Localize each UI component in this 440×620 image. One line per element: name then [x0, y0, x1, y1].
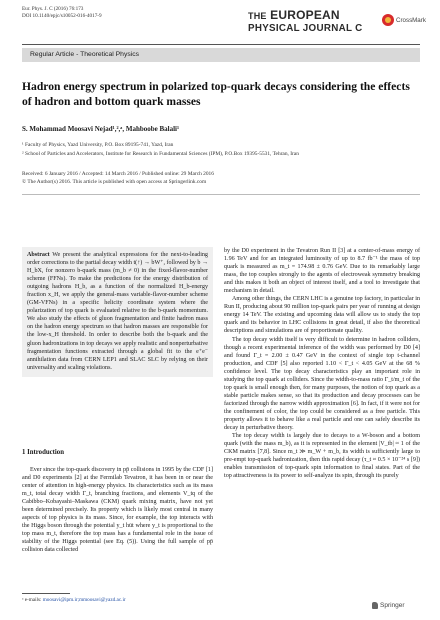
right-column [224, 247, 420, 480]
section-heading-introduction: 1 Introduction [22, 449, 64, 456]
publisher-logo [372, 602, 405, 609]
affiliation-2: ² School of Particles and Accelerators, Institute for Research in Fundamental Sciences (IPM), P.O.Box 19395-5531, Tehran, Iran [22, 150, 299, 157]
copyright-notice: © The Author(s) 2016. This article is published with open access at Springerlink.com [22, 179, 207, 185]
article-type-banner: Regular Article - Theoretical Physics [22, 48, 420, 62]
journal-reference: Eur. Phys. J. C (2016) 76:173 [22, 6, 84, 12]
footnote [22, 597, 126, 603]
affiliation-1: ¹ Faculty of Physics, Yazd University, P.O. Box 89195-741, Yazd, Iran [22, 142, 174, 148]
footnote-rule [22, 593, 70, 594]
publisher-name: Springer [380, 602, 405, 609]
header-rule [22, 44, 420, 45]
received-accepted-dates: Received: 6 January 2016 / Accepted: 14 March 2016 / Published online: 29 March 2016 [22, 171, 214, 177]
springer-horse-icon [372, 602, 378, 609]
right-paragraph-2: Among other things, the CERN LHC is a genuine top factory, in particular in Run II, producing about 90 million top-quark pairs per year of running at design energy 14 TeV. The existing and upcoming data will allow us to study the top quark and its behavior in LHC collisions in great detail, if also the theoretical descriptions and simulations are of proportionate quality. [224, 296, 420, 335]
journal-logo [248, 8, 378, 40]
abstract-label: Abstract [27, 252, 50, 258]
right-paragraph-3: The top decay width itself is very difficult to determine in hadron colliders, though a recent experimental inference of the width was performed by D0 [4] and found Γ_t = 2.00 ± 0.47 GeV in the context of single top t-channel production, and CDF [5] also reported 1.10 < Γ_t < 4.05 GeV at the 68 % confidence level. The top decay characteristics play an important role in studying the top quark at colliders. Since the width-to-mass ratio Γ_t/m_t of the top quark is small enough then, for many purposes, the notion of top quark as a stable particle makes sense, so that its production and decay processes can be factorized through the narrow width approximation [6]. In fact, if it were not for the confinement of color, the top could be considered as a free particle. This property allows it to behave like a real particle and one can safely describe its decay in perturbative theory. [224, 336, 420, 432]
journal-logo-line1: EUROPEAN [270, 8, 340, 22]
right-paragraph-4: The top decay width is largely due to decays to a W-boson and a bottom quark (with the mass m_b), as it is represented in the element |V_tb| ≈ 1 of the CKM matrix [7,8]. Since m_t ≫ m_W + m_b, its width is sufficiently large to pre-empt top-quark hadronization, then this rapid decay (τ_t ≈ 0.5 × 10⁻²⁴ s [9]) enables transmission of top-quark spin information to final states. Part of the top attractiveness is its power to self-analyze its spin, through its purely [224, 433, 420, 480]
doi-text: DOI 10.1140/epjc/s10052-016-4017-9 [22, 13, 102, 19]
journal-logo-prefix: THE [248, 11, 267, 21]
publication-dates [22, 170, 420, 186]
right-paragraph-1: by the D0 experiment in the Tevatron Run II [3] at a center-of-mass energy of 1.96 TeV and for an integrated luminosity of up to 8.7 fb⁻¹ the mass of top quark is measured as m_t = 174.98 ± 0.76 GeV. Due to its remarkably large mass, the top couples strongly to the agents of electroweak symmetry breaking and this makes it both an object of interest itself, and a tool to investigate that mechanism in detail. [224, 248, 420, 295]
affiliations [22, 141, 420, 158]
footnote-prefix: ᵃ e-mails: [22, 597, 42, 603]
crossmark-badge[interactable] [382, 14, 426, 26]
separator-rule [22, 194, 420, 195]
author-list: S. Mohammad Moosavi Nejad¹,²,ᵃ, Mahboobe Balali¹ [22, 125, 180, 133]
email-link[interactable]: moosavi@ipm.ir;mmoosavi@yazd.ac.ir [42, 597, 126, 603]
intro-paragraph: Ever since the top-quark discovery in pp̄ collisions in 1995 by the CDF [1] and D0 experiments [2] at the Fermilab Tevatron, it has been in or near the center of attention in high-energy physics. Its characteristics such as its mass m_t, total decay width Γ_t, branching fractions, and elements V_tq of the Cabibbo–Kobayashi–Maskawa (CKM) quark mixing matrix, have not yet been determined precisely. Its property which is likely most central in many aspects of top physics is its mass. Since, for example, the top interacts with the Higgs boson through the potential y_t hūt where y_t is proportional to the top mass m_t, therefore the top mass has a fundamental role in the issue of stability of the Higgs potential (see Eq. (5)). Using the full sample of pp̄ collision data collected [22, 467, 213, 554]
abstract-text: We present the analytical expressions for the next-to-leading order corrections to the partial decay width t(↑) → bW⁺, followed by b → H_bX, for nonzero b-quark mass (m_b ≠ 0) in the fixed-flavor-number scheme (FFNs). To make the predictions for the energy distribution of outgoing hadrons H_b, as a function of the normalized H_b-energy fraction x_H, we apply the general-mass variable-flavor-number scheme (GM-VFNs) in a specific helicity coordinate system where the polarization of top quark is evaluated relative to the b-quark momentum. We also study the effects of gluon fragmentation and finite hadron mass on the hadron energy spectrum so that hadron masses are responsible for the low-x_H threshold. In order to describe both the b-quark and the gluon hadronizations in top decays we apply realistic and nonperturbative fragmentation functions extracted through a global fit to the e⁺e⁻ annihilation data from CERN LEP1 and SLAC SLC by relying on their universality and scaling violations. [27, 252, 208, 371]
abstract-box [22, 247, 213, 377]
journal-meta [22, 6, 192, 20]
crossmark-label: CrossMark [396, 16, 426, 24]
journal-logo-line2: PHYSICAL JOURNAL C [248, 23, 363, 34]
crossmark-icon [382, 14, 394, 26]
introduction-text [22, 466, 213, 555]
article-title: Hadron energy spectrum in polarized top-quark decays considering the effects of hadron and bottom quark masses [22, 80, 410, 108]
